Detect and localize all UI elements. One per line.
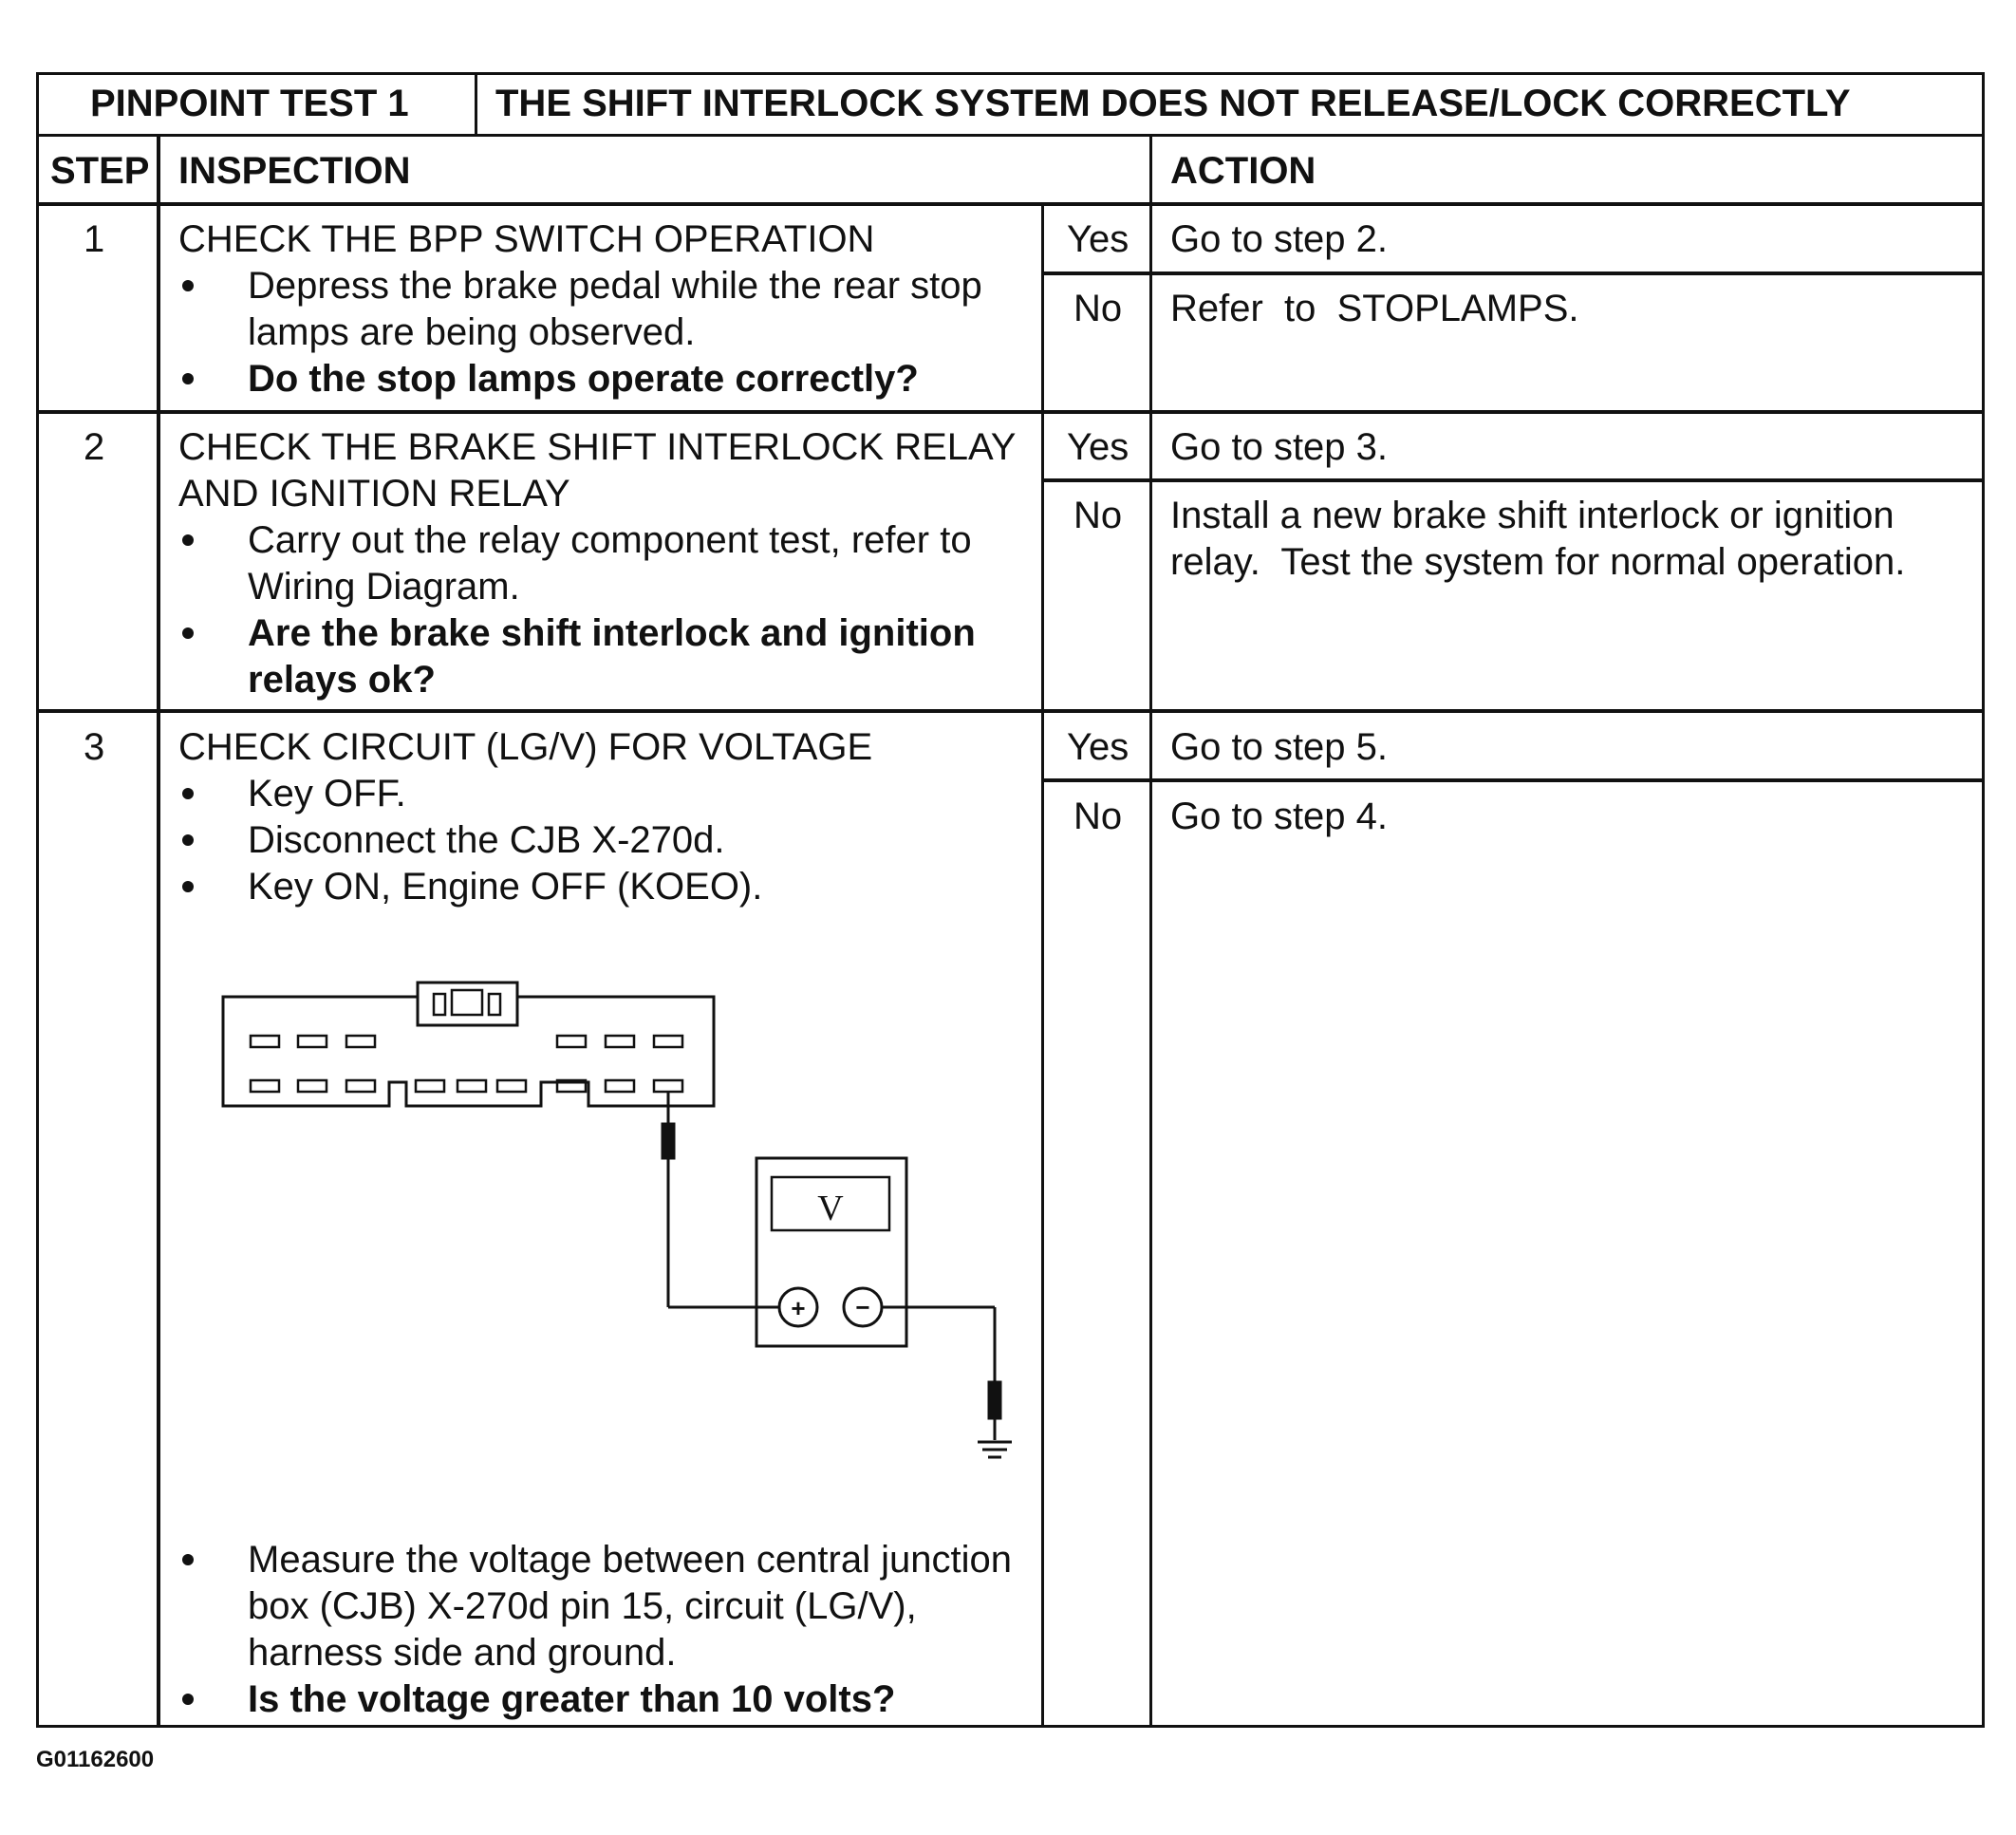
step3-heading: CHECK CIRCUIT (LG/V) FOR VOLTAGE (178, 726, 873, 768)
title-column-divider (475, 72, 477, 137)
step3-question: Is the voltage greater than 10 volts? (248, 1678, 896, 1720)
table-border-bottom (36, 1725, 1985, 1728)
step3-no-label: No (1073, 796, 1123, 837)
step2-yesno-divider (1041, 478, 1985, 482)
table-border-left (36, 72, 39, 1728)
step3-no-action: Go to step 4. (1170, 796, 1389, 837)
title-row-divider (36, 134, 1985, 137)
step2-bottom-divider (36, 709, 1985, 713)
step2-bullet1-line2: Wiring Diagram. (248, 566, 520, 608)
meter-label: V (817, 1189, 844, 1228)
step3-bullet3-dot (182, 881, 194, 892)
step1-bottom-divider (36, 410, 1985, 414)
step1-heading: CHECK THE BPP SWITCH OPERATION (178, 218, 875, 260)
column-header-inspection: INSPECTION (178, 150, 411, 192)
column-header-divider (36, 202, 1985, 206)
step2-yes-action: Go to step 3. (1170, 426, 1389, 468)
step2-question-line1: Are the brake shift interlock and ignition (248, 612, 976, 654)
step1-yes-action: Go to step 2. (1170, 218, 1389, 260)
step3-bullet4-dot (182, 1554, 194, 1565)
step2-no-label: No (1073, 495, 1123, 536)
ground-probe (882, 1307, 1001, 1440)
step3-bullet2-dot (182, 834, 194, 846)
connector-pins-bottom-row (251, 1080, 682, 1092)
step2-number: 2 (84, 426, 105, 468)
step2-question-line2: relays ok? (248, 659, 436, 701)
voltage-test-diagram (209, 964, 1025, 1495)
step1-no-label: No (1073, 288, 1123, 329)
step-column-divider (157, 134, 160, 1728)
table-border-right (1982, 72, 1985, 1728)
action-column-divider (1149, 134, 1152, 1728)
step1-yes-label: Yes (1067, 218, 1129, 260)
test-label: PINPOINT TEST 1 (90, 83, 409, 124)
test-title: THE SHIFT INTERLOCK SYSTEM DOES NOT RELEASE/LOCK CORRECTLY (495, 83, 1851, 124)
step1-question-dot (182, 373, 194, 384)
step3-yes-action: Go to step 5. (1170, 726, 1389, 768)
step3-bullet4-line1: Measure the voltage between central junction (248, 1539, 1012, 1581)
step2-no-action-line2: relay. Test the system for normal operation. (1170, 541, 1906, 583)
step3-number: 3 (84, 726, 105, 768)
meter-minus-symbol: − (855, 1293, 870, 1321)
voltmeter (756, 1158, 906, 1346)
step1-no-action: Refer to STOPLAMPS. (1170, 288, 1579, 329)
step3-bullet3: Key ON, Engine OFF (KOEO). (248, 866, 763, 908)
step1-bullet1-dot (182, 280, 194, 291)
connector-pins-top-row (251, 1036, 682, 1047)
yesno-column-divider (1041, 202, 1044, 1728)
step3-bullet1: Key OFF. (248, 773, 406, 815)
step1-number: 1 (84, 218, 105, 260)
step2-yes-label: Yes (1067, 426, 1129, 468)
step1-bullet1-line2: lamps are being observed. (248, 311, 696, 353)
step1-question: Do the stop lamps operate correctly? (248, 358, 919, 400)
positive-probe (662, 1092, 780, 1307)
step2-no-action-line1: Install a new brake shift interlock or ignition (1170, 495, 1895, 536)
step3-bullet4-line3: harness side and ground. (248, 1632, 677, 1674)
step3-yesno-divider (1041, 778, 1985, 782)
step3-yes-label: Yes (1067, 726, 1129, 768)
step3-question-dot (182, 1694, 194, 1705)
step2-question-dot (182, 627, 194, 639)
cjb-connector-body (223, 983, 714, 1106)
meter-plus-symbol: + (791, 1294, 806, 1322)
step2-heading-line1: CHECK THE BRAKE SHIFT INTERLOCK RELAY (178, 426, 1017, 468)
step3-bullet1-dot (182, 788, 194, 799)
step3-bullet4-line2: box (CJB) X-270d pin 15, circuit (LG/V), (248, 1585, 917, 1627)
column-header-step: STEP (50, 150, 150, 192)
column-header-action: ACTION (1170, 150, 1316, 192)
table-border-top (36, 72, 1985, 75)
step1-bullet1-line1: Depress the brake pedal while the rear stop (248, 265, 982, 307)
step2-bullet1-dot (182, 534, 194, 546)
step1-yesno-divider (1041, 272, 1985, 275)
figure-id: G01162600 (36, 1747, 155, 1772)
step2-heading-line2: AND IGNITION RELAY (178, 473, 570, 515)
ground-icon (978, 1442, 1012, 1457)
step3-bullet2: Disconnect the CJB X-270d. (248, 819, 725, 861)
step2-bullet1-line1: Carry out the relay component test, refer to (248, 519, 972, 561)
